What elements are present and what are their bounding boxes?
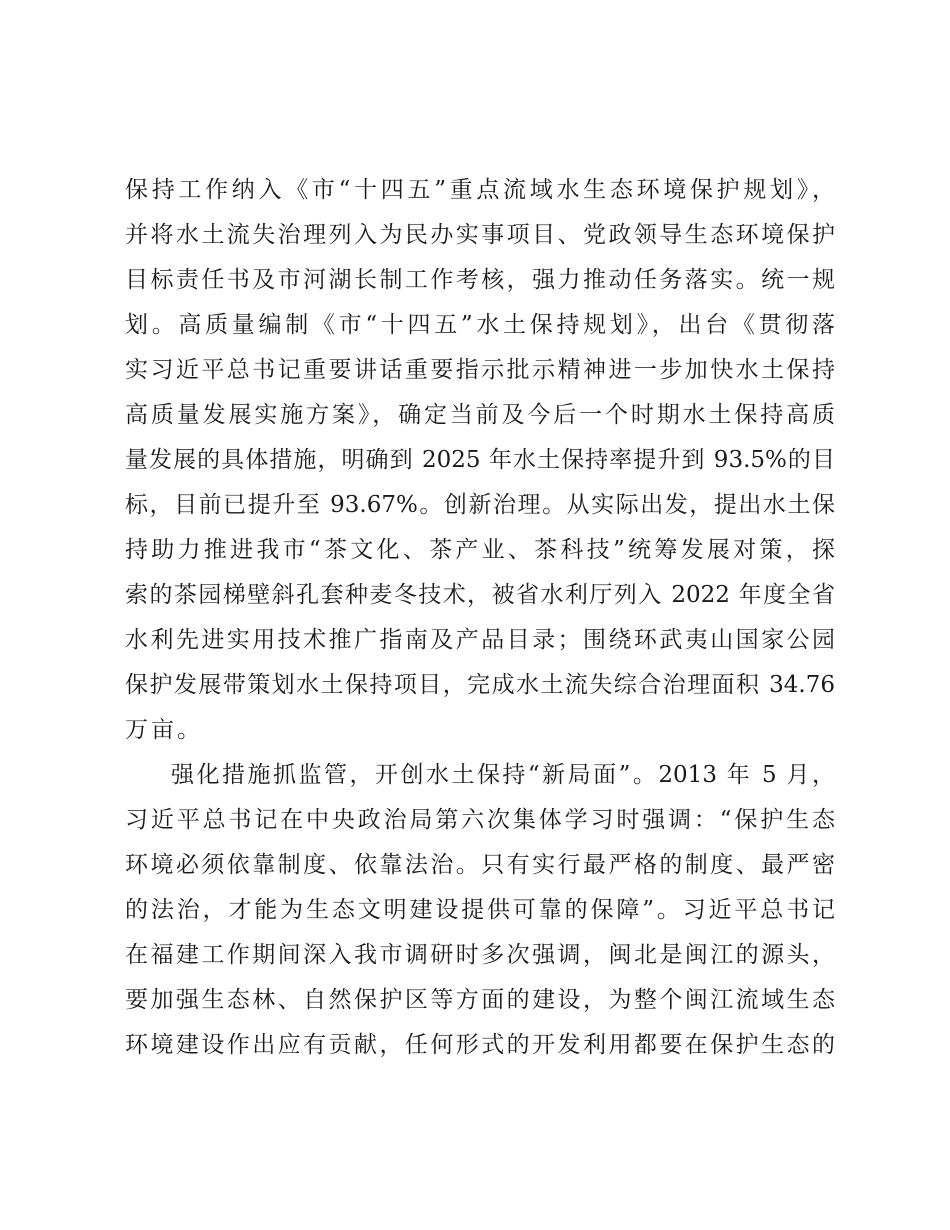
paragraph-1 (125, 168, 835, 753)
text-line: 高质量发展实施方案》，确定当前及今后一个时期水土保持高质 (125, 402, 835, 428)
text-line: 索的茶园梯壁斜孔套种麦冬技术，被省水利厅列入 2022 年度全省 (125, 582, 835, 608)
text-line: 保护发展带策划水土保持项目，完成水土流失综合治理面积 34.76 (125, 672, 835, 698)
text-line: 并将水土流失治理列入为民办实事项目、党政领导生态环境保护 (125, 222, 835, 248)
text-line: 强化措施抓监管，开创水土保持“新局面”。2013 年 5 月， (171, 762, 835, 788)
paragraph-2 (125, 753, 835, 1068)
text-line: 持助力推进我市“茶文化、茶产业、茶科技”统筹发展对策，探 (125, 537, 835, 563)
text-line: 实习近平总书记重要讲话重要指示批示精神进一步加快水土保持 (125, 357, 835, 383)
text-line: 习近平总书记在中央政治局第六次集体学习时强调：“保护生态 (125, 807, 835, 833)
text-line: 环境建设作出应有贡献，任何形式的开发利用都要在保护生态的 (125, 1032, 835, 1058)
text-line: 水利先进实用技术推广指南及产品目录；围绕环武夷山国家公园 (125, 627, 835, 653)
text-line: 要加强生态林、自然保护区等方面的建设，为整个闽江流域生态 (125, 987, 835, 1013)
text-line: 划。高质量编制《市“十四五”水土保持规划》，出台《贯彻落 (125, 312, 835, 338)
text-line: 量发展的具体措施，明确到 2025 年水土保持率提升到 93.5%的目 (125, 447, 835, 473)
text-line: 在福建工作期间深入我市调研时多次强调，闽北是闽江的源头， (125, 942, 835, 968)
text-line: 万亩。 (125, 717, 203, 743)
text-line: 目标责任书及市河湖长制工作考核，强力推动任务落实。统一规 (125, 267, 835, 293)
text-line: 环境必须依靠制度、依靠法治。只有实行最严格的制度、最严密 (125, 852, 835, 878)
text-line: 标，目前已提升至 93.67%。创新治理。从实际出发，提出水土保 (125, 492, 835, 518)
text-line: 保持工作纳入《市“十四五”重点流域水生态环境保护规划》， (125, 177, 835, 203)
text-line: 的法治，才能为生态文明建设提供可靠的保障”。习近平总书记 (125, 897, 835, 923)
document-body (125, 168, 835, 1068)
